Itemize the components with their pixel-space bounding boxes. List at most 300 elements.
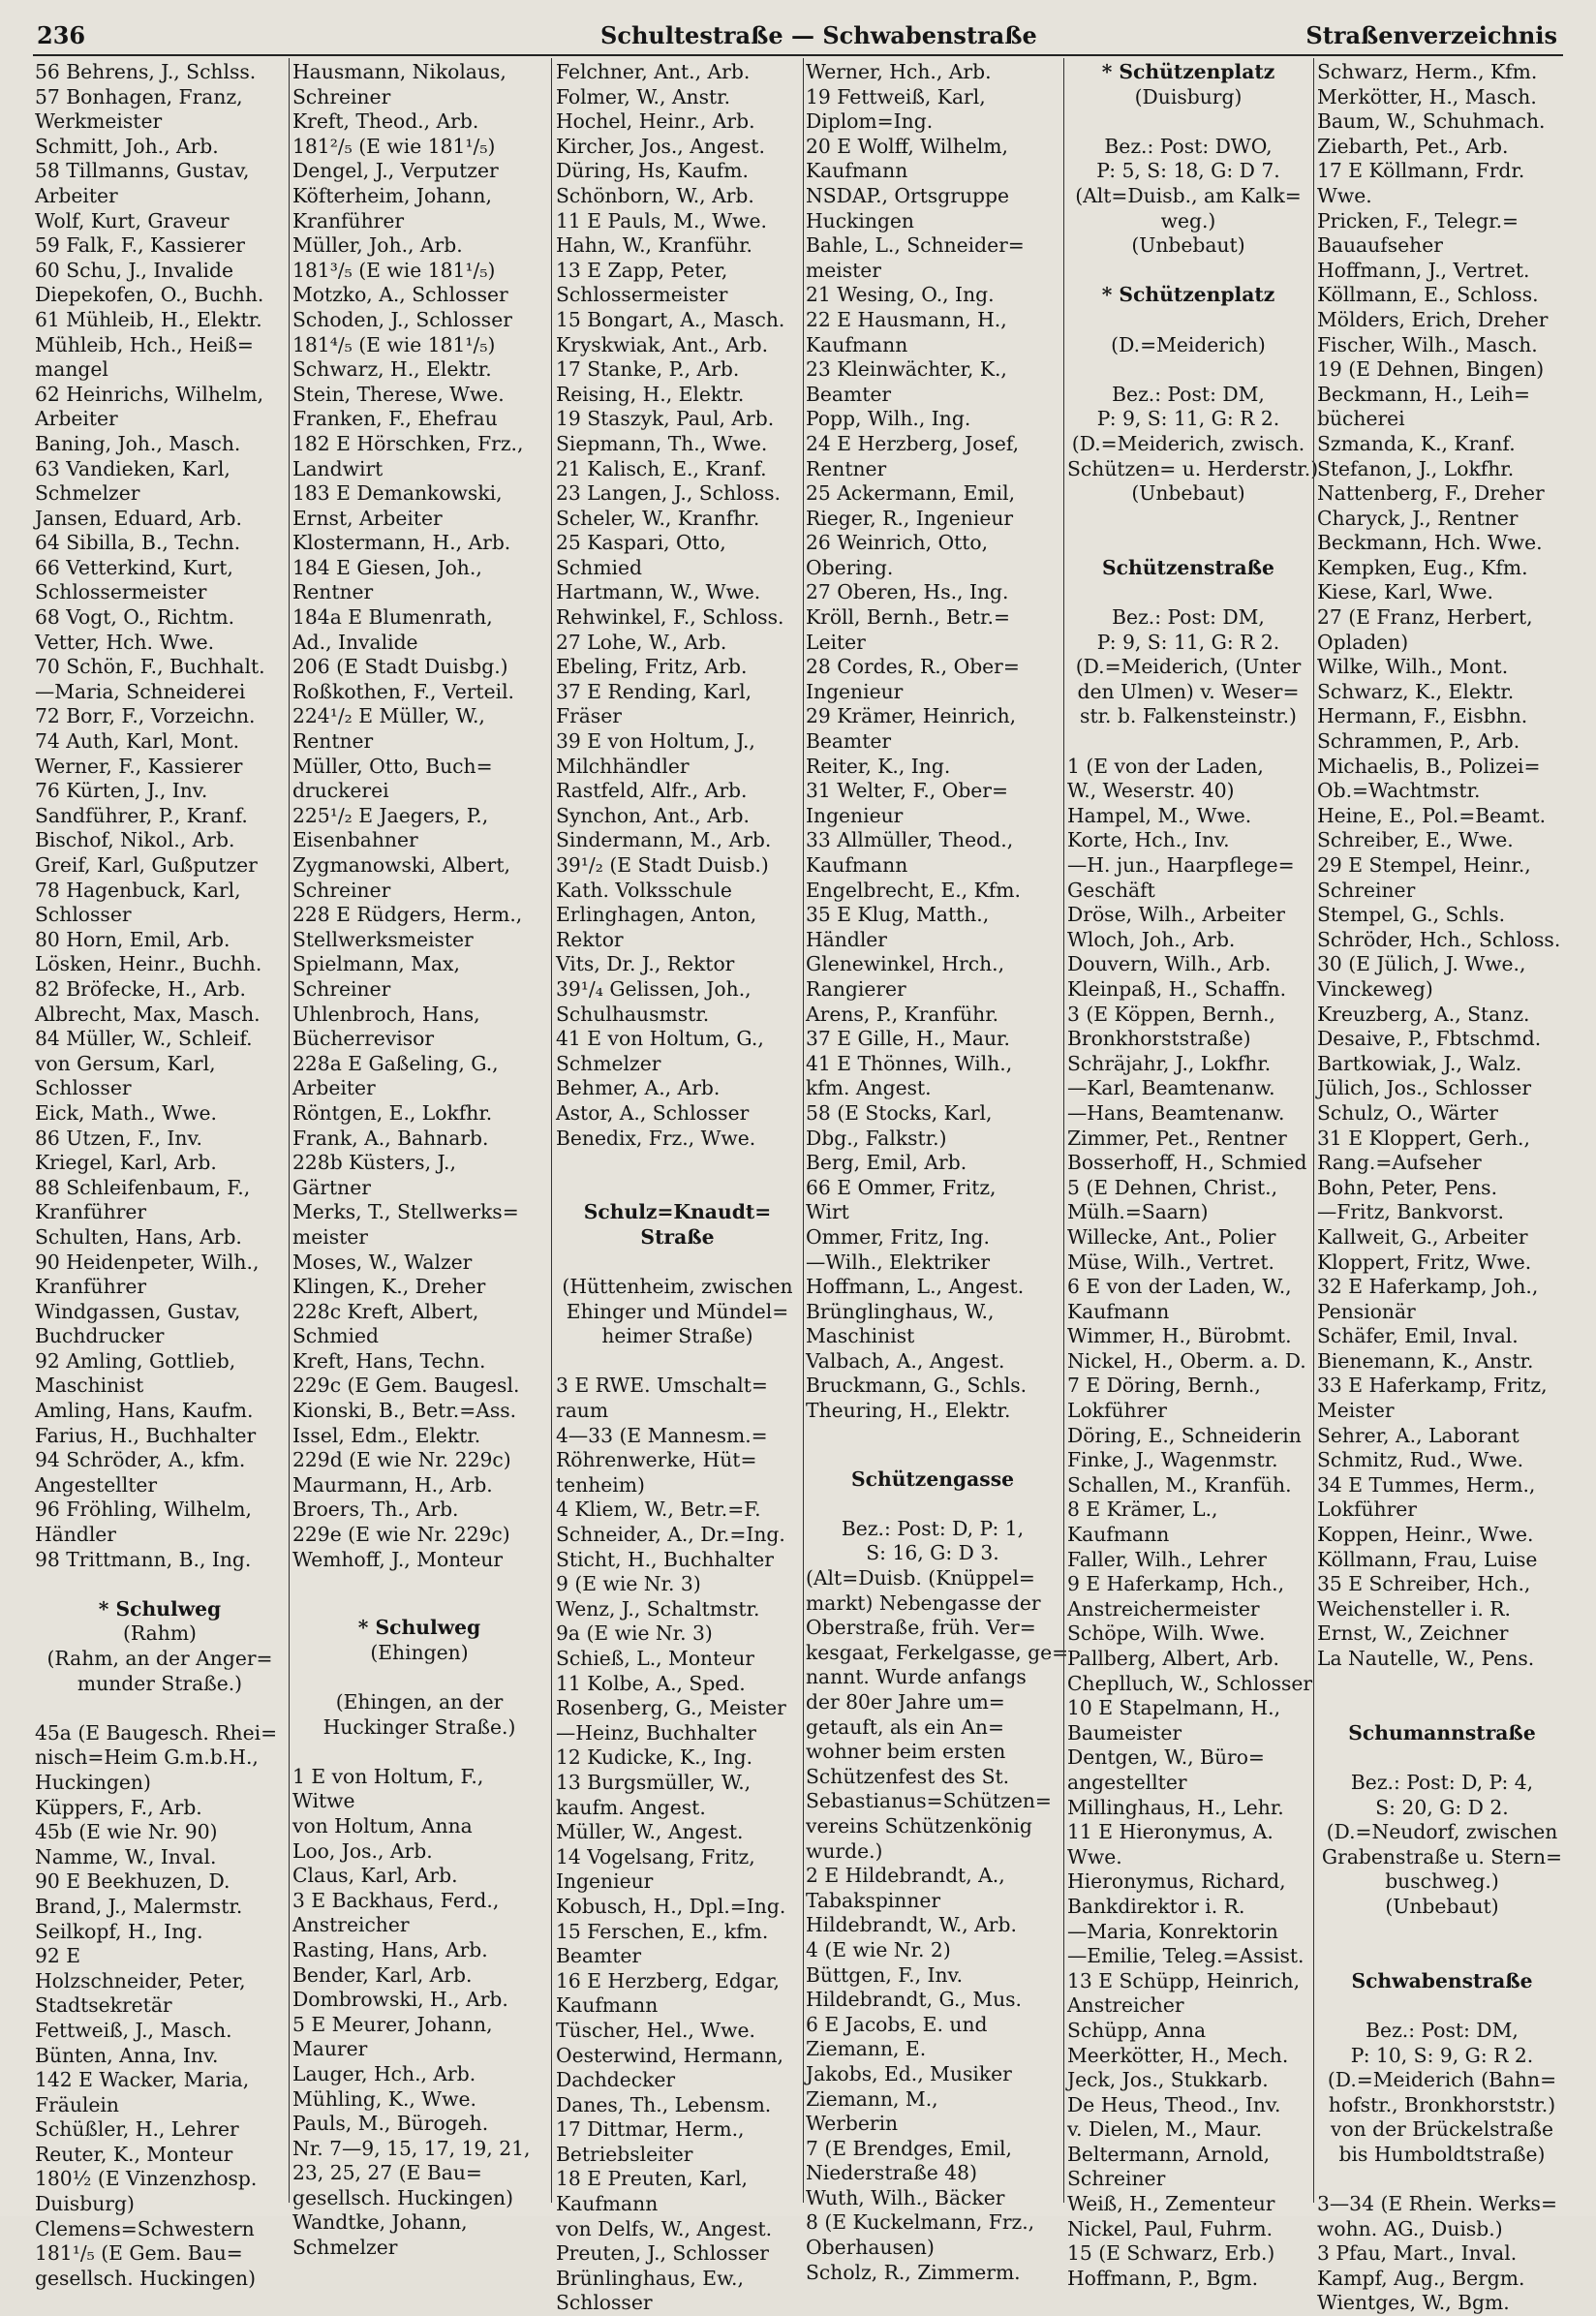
directory-entry: Mühling, K., Wwe. [292,2086,476,2111]
directory-entry: Eisenbahner [292,828,418,852]
directory-entry: 76 Kürten, J., Inv. [35,779,208,803]
street-info: Bez.: Post: D, P: 4, [1350,1770,1534,1794]
directory-entry: Arbeiter [35,183,118,207]
directory-entry: 9 (E wie Nr. 3) [556,1572,701,1596]
directory-entry: 3—34 (E Rhein. Werks= [1317,2192,1557,2216]
directory-entry: 11 Kolbe, A., Sped. [556,1671,746,1695]
directory-entry: 32 E Haferkamp, Joh., [1317,1275,1539,1299]
directory-entry: Brünlinghaus, Ew., [556,2266,744,2290]
directory-entry: Roßkothen, F., Verteil. [292,679,515,703]
directory-entry: Kampf, Aug., Bergm. [1317,2266,1525,2290]
directory-entry: Bankdirektor i. R. [1067,1894,1245,1918]
directory-entry: Kreft, Hans, Techn. [292,1348,486,1373]
directory-entry: 60 Schu, J., Invalide [35,258,234,282]
directory-entry: von Delfs, W., Angest. [556,2216,773,2240]
directory-entry: Sticht, H., Buchhalter [556,1547,774,1571]
directory-entry: Anstreicher [292,1913,410,1937]
directory-entry: Schlossermeister [35,580,207,604]
directory-entry: Finke, J., Wagenmstr. [1067,1448,1278,1472]
directory-entry: 63 Vandieken, Karl, [35,456,230,480]
directory-entry: Schmelzer [292,2236,398,2260]
directory-entry: Ob.=Wachtmstr. [1317,779,1481,803]
directory-entry: 18 E Preuten, Karl, [556,2167,748,2191]
directory-entry: 4 Kliem, W., Betr.=F. [556,1498,761,1522]
directory-entry: 8 E Krämer, L., [1067,1498,1218,1522]
street-info: Bez.: Post: DM, [1112,605,1265,630]
directory-entry: kesgaat, Ferkelgasse, ge= [806,1640,1069,1664]
spacer [556,1176,799,1201]
section-title: Straßenverzeichnis [1305,21,1557,49]
directory-entry: Lauger, Hch., Arb. [292,2061,476,2085]
directory-entry: der 80er Jahre um= [806,1690,1005,1714]
directory-entry: Kempken, Eug., Kfm. [1317,555,1528,579]
directory-entry: 78 Hagenbuck, Karl, [35,878,241,902]
street-info: Bez.: Post: DM, [1112,382,1265,406]
directory-entry: Sehrer, A., Laborant [1317,1423,1519,1447]
street-info: (Hüttenheim, zwischen [562,1275,793,1299]
directory-entry: Reising, H., Elektr. [556,382,745,406]
column-divider [289,58,290,2203]
directory-entry: 80 Horn, Emil, Arb. [35,927,230,951]
directory-entry: 33 E Haferkamp, Fritz, [1317,1374,1548,1398]
directory-entry: Schmied [292,1324,380,1348]
directory-entry: 6 E Jacobs, E. und [806,2012,988,2036]
directory-entry: Wenz, J., Schaltmstr. [556,1596,760,1621]
directory-entry: 25 Ackermann, Emil, [806,481,1016,506]
directory-entry: 229d (E wie Nr. 229c) [292,1448,511,1472]
directory-entry: nannt. Wurde anfangs [806,1665,1027,1689]
street-info: (Duisburg) [1134,84,1243,108]
directory-entry: Holzschneider, Peter, [35,1968,246,1992]
street-info: (Alt=Duisb., am Kalk= [1075,183,1302,207]
directory-entry: 23 Kleinwächter, K., [806,357,1007,382]
directory-entry: Zygmanowski, Albert, [292,853,510,877]
directory-entry: 10 E Stapelmann, H., [1067,1696,1281,1720]
spacer [292,1740,546,1765]
directory-entry: meister [292,1224,368,1249]
directory-entry: Schlosser [556,2291,653,2315]
directory-entry: Seilkopf, H., Ing. [35,1919,203,1943]
directory-entry: Arbeiter [35,407,118,431]
directory-entry: Maurmann, H., Arb. [292,1472,493,1497]
street-info: (D.=Meiderich, (Unter [1075,655,1302,679]
directory-entry: 62 Heinrichs, Wilhelm, [35,382,264,406]
directory-entry: 39¹/₄ Gelissen, Joh., [556,976,752,1001]
directory-entry: Uhlenbroch, Hans, [292,1002,480,1026]
directory-entry: —H. jun., Haarpflege= [1067,853,1295,877]
directory-entry: Schwarz, H., Elektr. [292,357,492,382]
directory-entry: Mühleib, Hch., Heiß= [35,332,254,356]
directory-entry: Reuter, K., Monteur [35,2142,233,2166]
directory-entry: —Wilh., Elektriker [806,1250,991,1274]
directory-entry: raum [556,1399,609,1423]
directory-entry: Kaufmann [556,1993,659,2018]
directory-entry: —Maria, Konrektorin [1067,1919,1278,1943]
directory-entry: 72 Borr, F., Vorzeichn. [35,704,256,728]
directory-entry: Cheplluch, W., Schlosser [1067,1671,1313,1695]
directory-entry: Düring, Hs, Kaufm. [556,159,749,183]
directory-entry: Opladen) [1317,630,1409,654]
directory-entry: Oberhausen) [806,2236,935,2260]
directory-entry: Schwarz, K., Elektr. [1317,679,1515,703]
directory-entry: —Heinz, Buchhalter [556,1720,756,1745]
directory-entry: meister [806,258,881,282]
directory-entry: Buchdrucker [35,1324,165,1348]
directory-entry: Vinckeweg) [1317,976,1433,1001]
directory-entry: Schreiner [292,976,391,1001]
street-info: P: 10, S: 9, G: R 2. [1350,2043,1534,2067]
directory-entry: Lokführer [1317,1498,1417,1522]
directory-entry: 5 E Meurer, Johann, [292,2012,493,2036]
directory-entry: Klingen, K., Dreher [292,1275,486,1299]
directory-entry: Eick, Math., Wwe. [35,1100,217,1125]
directory-entry: Schulhausmstr. [556,1002,710,1026]
directory-entry: Brünglinghaus, W., [806,1299,995,1323]
spacer [1317,1745,1567,1771]
directory-entry: Nr. 7—9, 15, 17, 19, 21, [292,2136,531,2160]
directory-entry: Kaufmann [806,853,908,877]
street-heading: Straße [640,1224,715,1249]
spacer [556,1349,799,1374]
directory-entry: Broers, Th., Arb. [292,1498,459,1522]
directory-entry: Wilke, Wilh., Mont. [1317,655,1509,679]
directory-entry: —Hans, Beamtenanw. [1067,1100,1285,1125]
directory-entry: Kaufmann [806,159,908,183]
directory-entry: Schreiner [1067,2167,1166,2191]
directory-entry: Loo, Jos., Arb. [292,1838,433,1863]
directory-entry: 16 E Herzberg, Edgar, [556,1968,780,1992]
directory-entry: Nickel, H., Oberm. a. D. [1067,1348,1306,1373]
directory-entry: Köllmann, Frau, Luise [1317,1547,1538,1571]
directory-entry: 17 Stanke, P., Arb. [556,357,740,382]
directory-entry: 12 Kudicke, K., Ing. [556,1745,753,1770]
directory-entry: kaufm. Angest. [556,1795,706,1819]
directory-entry: Ziemann, M., [806,2086,938,2111]
directory-entry: 35 E Klug, Matth., [806,903,990,927]
spacer [556,1251,799,1276]
directory-entry: Tüscher, Hel., Wwe. [556,2018,755,2042]
directory-entry: Claus, Karl, Arb. [292,1864,458,1888]
directory-entry: 228c Kreft, Albert, [292,1299,479,1323]
directory-entry: Willecke, Ant., Polier [1067,1224,1276,1249]
street-info: munder Straße.) [77,1671,243,1695]
directory-entry: Müse, Wilh., Vertret. [1067,1250,1274,1274]
street-info: (Unbebaut) [1385,1894,1499,1918]
directory-entry: Hoffmann, J., Vertret. [1317,258,1530,282]
directory-entry: Schönborn, W., Arb. [556,183,754,207]
directory-entry: Kröll, Bernh., Betr.= [806,605,1010,630]
directory-entry: wohner beim ersten [806,1740,1006,1764]
directory-entry: Sindermann, M., Arb. [556,828,772,852]
directory-entry: —Fritz, Bankvorst. [1317,1200,1504,1224]
directory-entry: 228a E Gaßeling, G., [292,1051,499,1075]
street-info: buschweg.) [1385,1869,1499,1894]
directory-entry: 181⁴/₅ (E wie 181¹/₅) [292,332,496,356]
directory-entry: (Alt=Duisb. (Knüppel= [806,1566,1035,1590]
street-info: (Ehingen, an der [335,1690,504,1714]
directory-entry: Duisburg) [35,2192,135,2216]
directory-entry: Vits, Dr. J., Rektor [556,952,735,976]
directory-entry: 96 Fröhling, Wilhelm, [35,1498,252,1522]
directory-entry: Beamter [806,382,892,406]
directory-entry: 82 Bröfecke, H., Arb. [35,976,246,1001]
street-info: Schützen= u. Herderstr.) [1067,456,1319,480]
directory-entry: 45a (E Baugesch. Rhei= [35,1720,278,1745]
directory-entry: 3 E Backhaus, Ferd., [292,1888,500,1912]
directory-entry: Schreiber, E., Wwe. [1317,828,1514,852]
directory-entry: 41 E von Holtum, G., [556,1027,764,1051]
directory-entry: 19 Staszyk, Paul, Arb. [556,407,775,431]
directory-entry: Ziemann, E. [806,2037,927,2061]
directory-entry: 21 Kalisch, E., Kranf. [556,456,767,480]
directory-entry: Dentgen, W., Büro= [1067,1745,1265,1770]
street-info: (Rahm) [123,1621,197,1646]
directory-entry: Köllmann, E., Schloss. [1317,283,1539,307]
directory-entry: Ad., Invalide [292,630,418,654]
directory-entry: Hampel, M., Wwe. [1067,803,1252,827]
directory-entry: Rentner [292,729,374,754]
directory-entry: Bohn, Peter, Pens. [1317,1175,1498,1199]
directory-entry: Weiß, H., Zementeur [1067,2192,1275,2216]
directory-entry: Kreuzberg, A., Stanz. [1317,1002,1530,1026]
street-info: (D.=Meiderich) [1111,332,1266,356]
directory-entry: Weichensteller i. R. [1317,1596,1511,1621]
directory-entry: 21 Wesing, O., Ing. [806,283,995,307]
directory-entry: Michaelis, B., Polizei= [1317,754,1541,778]
directory-entry: Ebeling, Fritz, Arb. [556,655,748,679]
directory-entry: 58 Tillmanns, Gustav, [35,159,250,183]
directory-entry: Schoden, J., Schlosser [292,307,512,331]
directory-entry: 39 E von Holtum, J., [556,729,755,754]
directory-entry: Bender, Karl, Arb. [292,1962,473,1987]
directory-entry: Fischer, Wilh., Masch. [1317,332,1538,356]
directory-entry: 11 E Hieronymus, A. [1067,1820,1274,1844]
directory-entry: Hochel, Heinr., Arb. [556,109,755,134]
directory-entry: 229c (E Gem. Baugesl. [292,1374,520,1398]
spacer [1067,357,1309,383]
spacer [292,1572,546,1616]
column-2 [292,60,546,2260]
directory-entry: Schüßler, H., Lehrer [35,2117,239,2142]
column-5 [1067,60,1319,2290]
directory-entry: angestellter [1067,1770,1187,1794]
directory-entry: Geschäft [1067,878,1155,902]
directory-entry: Angestellter [35,1472,158,1497]
directory-entry: 86 Utzen, F., Inv. [35,1126,202,1150]
directory-entry: Kaufmann [806,332,908,356]
directory-entry: 19 (E Dehnen, Bingen) [1317,357,1545,382]
directory-entry: Wuth, Wilh., Bäcker [806,2185,1005,2209]
directory-entry: Bosserhoff, H., Schmied [1067,1151,1307,1175]
directory-entry: Engelbrecht, E., Kfm. [806,878,1021,902]
directory-entry: 9a (E wie Nr. 3) [556,1621,713,1646]
street-info: P: 9, S: 11, G: R 2. [1096,407,1280,431]
directory-entry: 17 Dittmar, Herm., [556,2117,745,2142]
directory-entry: Schlossermeister [556,283,728,307]
spacer [806,1424,1059,1467]
directory-entry: Schüpp, Anna [1067,2018,1207,2042]
directory-entry: Hartmann, W., Wwe. [556,580,761,604]
directory-entry: Schieß, L., Monteur [556,1647,755,1670]
directory-entry: Fettweiß, J., Masch. [35,2018,232,2042]
street-info: weg.) [1160,208,1216,232]
directory-entry: Brand, J., Malermstr. [35,1894,243,1918]
directory-entry: Bücherrevisor [292,1027,435,1051]
directory-entry: 45b (E wie Nr. 90) [35,1820,218,1844]
directory-entry: Hildebrandt, G., Mus. [806,1988,1023,2012]
directory-entry: Schreiner [292,878,391,902]
directory-entry: Synchon, Ant., Arb. [556,803,750,827]
directory-entry: NSDAP., Ortsgruppe [806,183,1010,207]
directory-entry: 92 E [35,1944,81,1968]
street-info: str. b. Falkensteinstr.) [1080,704,1297,728]
directory-entry: 27 Lohe, W., Arb. [556,630,727,654]
directory-entry: 180½ (E Vinzenzhosp. [35,2167,258,2191]
directory-entry: Pensionär [1317,1299,1416,1323]
directory-entry: Hildebrandt, W., Arb. [806,1913,1017,1937]
directory-entry: Schmitt, Joh., Arb. [35,134,219,158]
directory-entry: gesellsch. Huckingen) [35,2266,256,2290]
street-info: (D.=Meiderich (Bahn= [1327,2068,1557,2092]
directory-entry: Bischof, Nikol., Arb. [35,828,235,852]
directory-entry: Stempel, G., Schls. [1317,903,1506,927]
street-info: (D.=Neudorf, zwischen [1326,1820,1558,1844]
directory-entry: 184a E Blumenrath, [292,605,493,630]
spacer [1317,1696,1567,1721]
directory-entry: Leiter [806,630,866,654]
directory-entry: 84 Müller, W., Schleif. [35,1027,253,1051]
directory-entry: Röntgen, E., Lokfhr. [292,1100,493,1125]
directory-entry: Albrecht, Max, Masch. [35,1002,261,1026]
directory-entry: Dbg., Falkstr.) [806,1126,947,1150]
directory-entry: Berg, Emil, Arb. [806,1151,967,1175]
directory-entry: 33 Allmüller, Theod., [806,828,1014,852]
spacer [1317,2167,1567,2192]
directory-entry: 229e (E wie Nr. 229c) [292,1523,510,1547]
street-info: bis Humboldtstraße) [1338,2142,1546,2166]
directory-entry: 31 Welter, F., Ober= [806,779,1008,803]
spacer [1067,259,1309,284]
directory-entry: Merks, T., Stellwerks= [292,1200,519,1224]
directory-entry: Schäfer, Emil, Inval. [1317,1324,1519,1348]
directory-entry: 70 Schön, F., Buchhalt. [35,655,265,679]
directory-entry: Stein, Therese, Wwe. [292,382,505,406]
street-info: den Ulmen) v. Weser= [1077,679,1300,703]
directory-entry: Erlinghagen, Anton, [556,903,757,927]
directory-entry: bücherei [1317,407,1405,431]
directory-entry: Vetter, Hch. Wwe. [35,630,215,654]
directory-entry: Jansen, Eduard, Arb. [35,506,242,530]
directory-entry: Pallberg, Albert, Arb. [1067,1647,1279,1670]
directory-entry: Händler [806,927,888,951]
spacer [1067,531,1309,556]
directory-entry: Scheler, W., Kranfhr. [556,506,760,530]
directory-entry: Schöpe, Wilh. Wwe. [1067,1621,1266,1646]
directory-entry: Kaufmann [1067,1523,1170,1547]
directory-entry: Baumeister [1067,1720,1182,1745]
directory-entry: Lokführer [1067,1399,1167,1423]
directory-entry: Heine, E., Pol.=Beamt. [1317,803,1547,827]
directory-entry: 90 E Beekhuzen, D. [35,1869,230,1894]
directory-entry: Ingenieur [806,679,904,703]
directory-entry: 31 E Kloppert, Gerh., [1317,1126,1530,1150]
street-info: S: 20, G: D 2. [1375,1795,1509,1819]
street-info: von der Brückelstraße [1331,2117,1553,2142]
directory-entry: 8 (E Kuckelmann, Frz., [806,2210,1035,2235]
directory-entry: —Emilie, Teleg.=Assist. [1067,1944,1304,1968]
street-heading: * Schulweg [357,1616,481,1640]
directory-entry: Ziebarth, Pet., Arb. [1317,134,1509,158]
directory-entry: Bruckmann, G., Schls. [806,1374,1028,1398]
directory-entry: Rieger, R., Ingenieur [806,506,1014,530]
directory-entry: Werner, F., Kassierer [35,754,243,778]
directory-entry: 39¹/₂ (E Stadt Duisb.) [556,853,769,877]
directory-entry: Wandtke, Johann, [292,2210,468,2235]
directory-entry: Franken, F., Ehefrau [292,407,498,431]
directory-entry: 61 Mühleib, H., Elektr. [35,307,262,331]
directory-entry: 90 Heidenpeter, Wilh., [35,1250,260,1274]
directory-entry: Dachdecker [556,2068,676,2092]
directory-entry: Beltermann, Arnold, [1067,2142,1271,2166]
directory-entry: Schräjahr, J., Lokfhr. [1067,1051,1272,1075]
column-6 [1317,60,1567,2315]
directory-entry: Kaufmann [1067,1299,1170,1323]
directory-entry: getauft, als ein An= [806,1714,1004,1739]
directory-entry: Namme, W., Inval. [35,1844,217,1868]
directory-entry: Schützenfest des St. [806,1764,1010,1788]
directory-entry: Küppers, F., Arb. [35,1795,202,1819]
directory-entry: 6 E von der Laden, W., [1067,1275,1292,1299]
directory-entry: Beamter [806,729,892,754]
directory-entry: Kriegel, Karl, Arb. [35,1151,217,1175]
directory-entry: 15 Ferschen, E., kfm. [556,1919,769,1943]
street-info: Huckinger Straße.) [322,1714,516,1739]
spacer [1067,507,1309,532]
spacer [806,1492,1059,1517]
spacer [1317,1993,1567,2019]
directory-entry: 181¹/₅ (E Gem. Bau= [35,2241,243,2266]
directory-entry: Betriebsleiter [556,2142,693,2166]
directory-entry: Döring, E., Schneiderin [1067,1423,1302,1447]
directory-entry: Wloch, Joh., Arb. [1067,927,1236,951]
directory-entry: Felchner, Ant., Arb. [556,60,751,83]
directory-entry: 34 E Tummes, Herm., [1317,1472,1536,1497]
directory-entry: Schmitz, Rud., Wwe. [1317,1448,1524,1472]
directory-entry: 35 E Schreiber, Hch., [1317,1572,1531,1596]
directory-entry: Kionski, B., Betr.=Ass. [292,1399,517,1423]
directory-entry: 88 Schleifenbaum, F., [35,1175,251,1199]
directory-entry: Ernst, W., Zeichner [1317,1621,1509,1646]
directory-entry: Dröse, Wilh., Arbeiter [1067,903,1285,927]
directory-entry: Baum, W., Schuhmach. [1317,109,1546,134]
street-heading: Schulz=Knaudt= [583,1200,772,1224]
directory-entry: Glenewinkel, Hrch., [806,952,1005,976]
directory-entry: 15 (E Schwarz, Erb.) [1067,2241,1275,2266]
directory-entry: 7 (E Brendges, Emil, [806,2136,1012,2160]
spacer [1067,729,1309,755]
directory-entry: Clemens=Schwestern [35,2216,255,2240]
directory-entry: 37 E Gille, H., Maur. [806,1027,1010,1051]
directory-entry: tenheim) [556,1472,645,1497]
directory-entry: Maurer [292,2037,368,2061]
directory-entry: Desaive, P., Fbtschmd. [1317,1027,1542,1051]
directory-entry: Fräser [556,704,622,728]
directory-entry: Wwe. [1067,1844,1122,1868]
spacer [292,1665,546,1690]
directory-entry: Fräulein [35,2092,119,2116]
street-heading: Schumannstraße [1348,1720,1536,1745]
directory-entry: Bünten, Anna, Inv. [35,2043,219,2067]
